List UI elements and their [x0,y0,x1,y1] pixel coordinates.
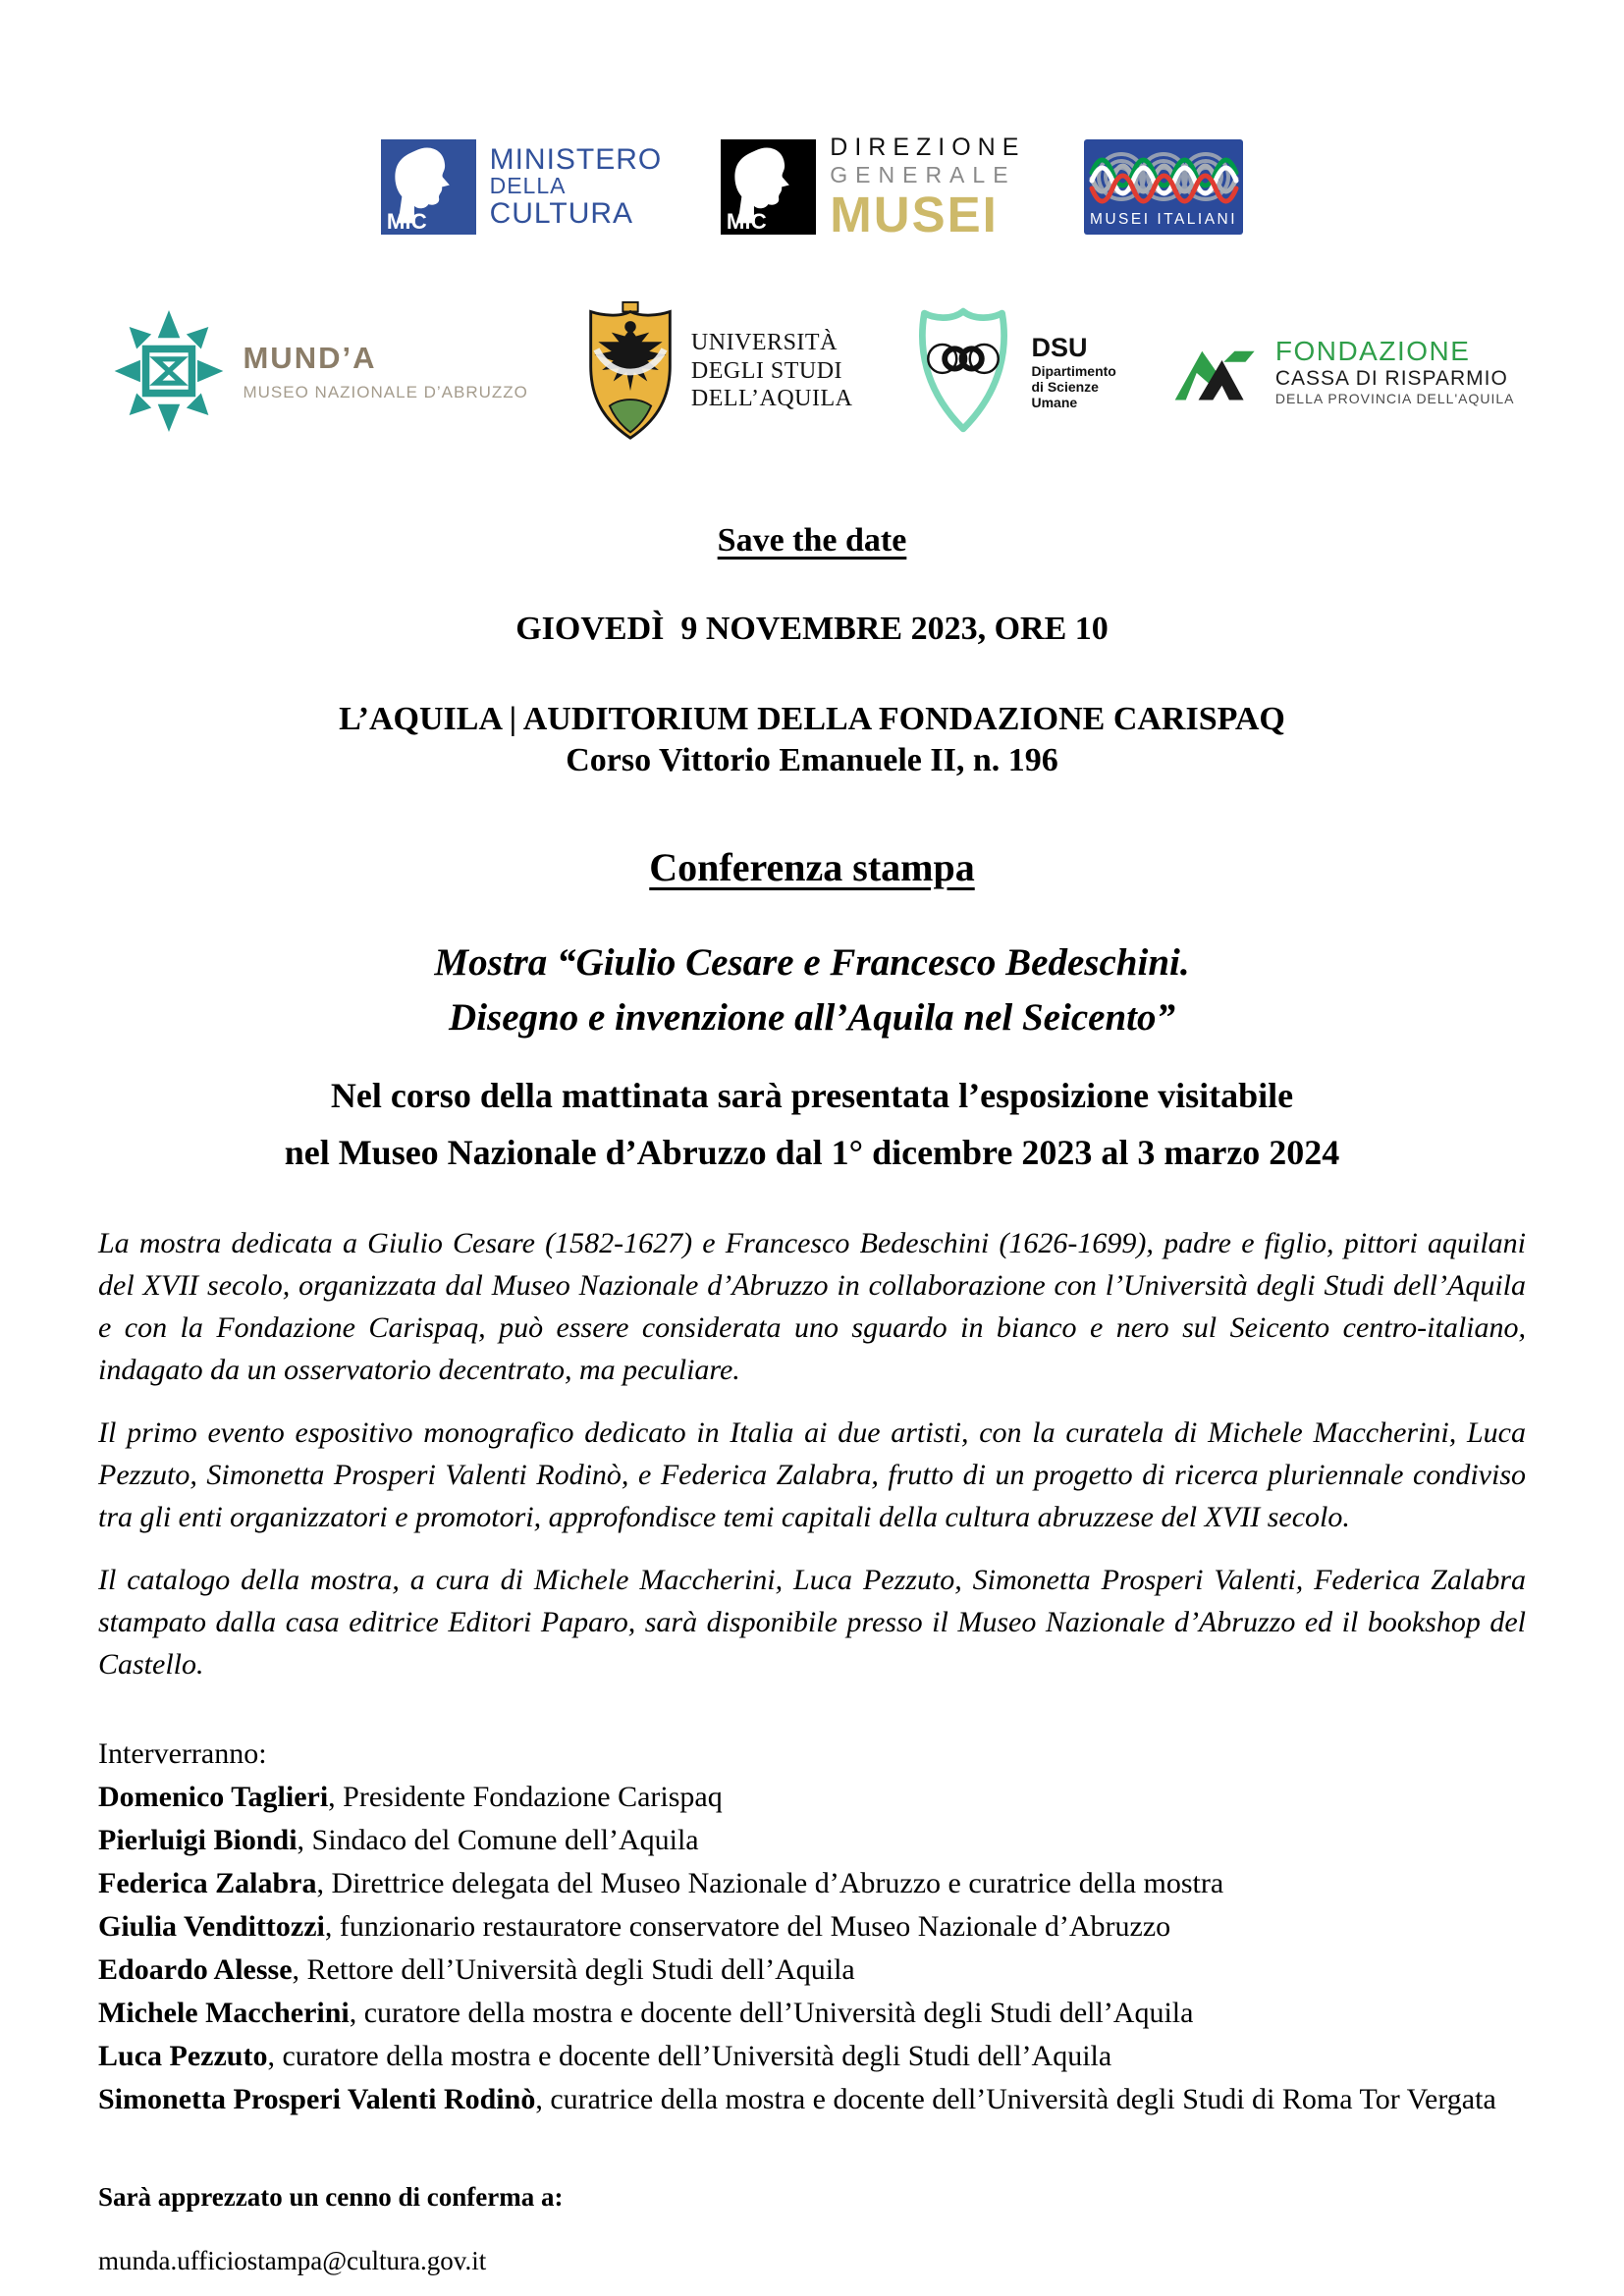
univaq-word-line: DEGLI STUDI [690,357,843,384]
speaker-role: , curatore della mostra e docente dell’Università degli Studi dell’Aquila [349,1997,1194,2029]
dsu-abbr: DSU [1031,332,1088,362]
venue-line-2: Corso Vittorio Emanuele II, n. 196 [566,742,1058,778]
munda-logo [109,299,527,443]
dsu-wordmark [1032,332,1116,411]
speaker-row [98,1905,1526,1949]
exhibition-title [0,935,1624,1045]
speaker-row [98,2078,1526,2121]
exhibition-title-line-2: Disegno e invenzione all’Aquila nel Seicento” [449,996,1175,1039]
speaker-name: Simonetta Prosperi Valenti Rodinò [98,2083,536,2115]
munda-subtitle: MUSEO NAZIONALE D’ABRUZZO [243,382,528,401]
dsu-word-line: di Scienze [1031,379,1099,396]
exhibition-title-line-1: Mostra “Giulio Cesare e Francesco Bedeschini. [434,941,1190,984]
exhibition-dates [0,1067,1624,1181]
univaq-word-line: DELL’AQUILA [690,386,853,412]
description-paragraphs [98,1222,1526,1685]
univaq-word-line: UNIVERSITÀ [690,329,838,355]
fondazione-mark-icon [1171,336,1262,406]
mic-abbr: MiC [727,208,767,234]
mic-ministero-cultura-logo [381,139,663,235]
speakers-list [98,1733,1526,2121]
direzione-generale-musei-logo [721,133,1026,242]
mic-black-profile-icon [721,139,816,235]
musei-italiani-logo [1084,139,1243,235]
speakers-intro: Interverranno: [98,1737,267,1770]
dg-musei-wordmark [830,133,1026,242]
paragraph: La mostra dedicata a Giulio Cesare (1582-1627) e Francesco Bedeschini (1626-1699), padre e figlio, pittori aquilani del XVII secolo, organizzata dal Museo Nazionale d’Abruzzo in collaborazione con l’Università degli Studi dell’Aquila e con la Fondazione Carispaq, può essere considerata uno sguardo in bianco e nero sul Seicento centro-italiano, indagato da un osservatorio decentrato, ma peculiare. [98,1227,1526,1386]
speaker-name: Pierluigi Biondi [98,1824,298,1856]
dg-word-line: MUSEI [830,186,999,242]
dsu-logo [908,299,1116,443]
fondazione-word-line: DELLA PROVINCIA DELL'AQUILA [1274,391,1515,407]
save-the-date-title: Save the date [717,522,907,559]
dg-word-line: GENERALE [830,162,1016,188]
press-conference-title: Conferenza stampa [649,845,975,889]
munda-emblem-icon [109,299,229,443]
speaker-role: , Rettore dell’Università degli Studi dell’Aquila [292,1953,855,1986]
document-body [0,1222,1624,2276]
speaker-row [98,1862,1526,1905]
speaker-name: Federica Zalabra [98,1867,317,1899]
musei-italiani-label: MUSEI ITALIANI [1090,210,1238,228]
fondazione-carispaq-logo [1171,336,1515,406]
paragraph: Il primo evento espositivo monografico dedicato in Italia ai due artisti, con la curatela di Michele Maccherini, Luca Pezzuto, Simonetta Prosperi Valenti Rodinò, e Federica Zalabra, frutto di un progetto di ricerca pluriennale condiviso tra gli enti organizzatori e promotori, approfondisce temi capitali della cultura abruzzese del XVII secolo. [98,1416,1526,1533]
institutional-logo-row [0,0,1624,242]
contact-email: munda.ufficiostampa@cultura.gov.it [98,2246,487,2275]
mic-profile-icon [381,139,476,235]
paragraph: Il catalogo della mostra, a cura di Michele Maccherini, Luca Pezzuto, Simonetta Prosperi Valenti, Federica Zalabra stampato dalla casa editrice Editori Paparo, sarà disponibile presso il Museo Nazionale d’Abruzzo ed il bookshop del Castello. [98,1564,1526,1681]
univaq-logo [583,298,853,444]
dsu-word-line: Umane [1031,395,1078,411]
speaker-role: , Direttrice delegata del Museo Nazionale d’Abruzzo e curatrice della mostra [316,1867,1224,1899]
speaker-row [98,1992,1526,2035]
speaker-role: , funzionario restauratore conservatore del Museo Nazionale d’Abruzzo [324,1910,1171,1943]
dg-word-line: DIREZIONE [830,133,1026,162]
speaker-row [98,1949,1526,1992]
speaker-role: , curatore della mostra e docente dell’Università degli Studi dell’Aquila [267,2040,1112,2072]
mic-wordmark [490,144,663,229]
speaker-name: Edoardo Alesse [98,1953,293,1986]
univaq-wordmark [691,329,853,413]
speaker-name: Giulia Vendittozzi [98,1910,325,1943]
speaker-row [98,1776,1526,1819]
speaker-role: , curatrice della mostra e docente dell’Università degli Studi di Roma Tor Vergata [535,2083,1496,2115]
partner-logo-row [0,293,1624,450]
mic-abbr: MiC [386,208,427,234]
musei-italiani-waves-icon [1084,139,1243,235]
mic-word-line: DELLA [489,173,567,199]
dsu-shield-icon [908,299,1018,443]
mic-word-line: MINISTERO [489,142,663,176]
fondazione-word-line: FONDAZIONE [1274,335,1471,366]
confirmation-note: Sarà apprezzato un cenno di conferma a: [98,2182,564,2212]
venue-line-1: L’AQUILA | AUDITORIUM DELLA FONDAZIONE CARISPAQ [339,701,1285,737]
dsu-word-line: Dipartimento [1031,363,1116,380]
mic-word-line: CULTURA [489,196,634,230]
fondazione-wordmark [1275,336,1515,406]
exhibition-dates-line-1: Nel corso della mattinata sarà presentata l’esposizione visitabile [330,1076,1294,1115]
univaq-crest-icon [583,298,677,444]
speaker-row [98,1819,1526,1862]
munda-name: MUND’A [243,340,377,375]
speaker-name: Luca Pezzuto [98,2040,268,2072]
exhibition-dates-line-2: nel Museo Nazionale d’Abruzzo dal 1° dicembre 2023 al 3 marzo 2024 [284,1133,1340,1172]
speaker-row [98,2035,1526,2078]
fondazione-word-line: CASSA DI RISPARMIO [1274,366,1508,390]
speaker-name: Domenico Taglieri [98,1781,329,1813]
speaker-role: , Presidente Fondazione Carispaq [328,1781,723,1813]
munda-wordmark [243,341,527,402]
speaker-role: , Sindaco del Comune dell’Aquila [297,1824,699,1856]
speaker-name: Michele Maccherini [98,1997,350,2029]
event-date-line: GIOVEDÌ 9 NOVEMBRE 2023, ORE 10 [515,611,1109,647]
